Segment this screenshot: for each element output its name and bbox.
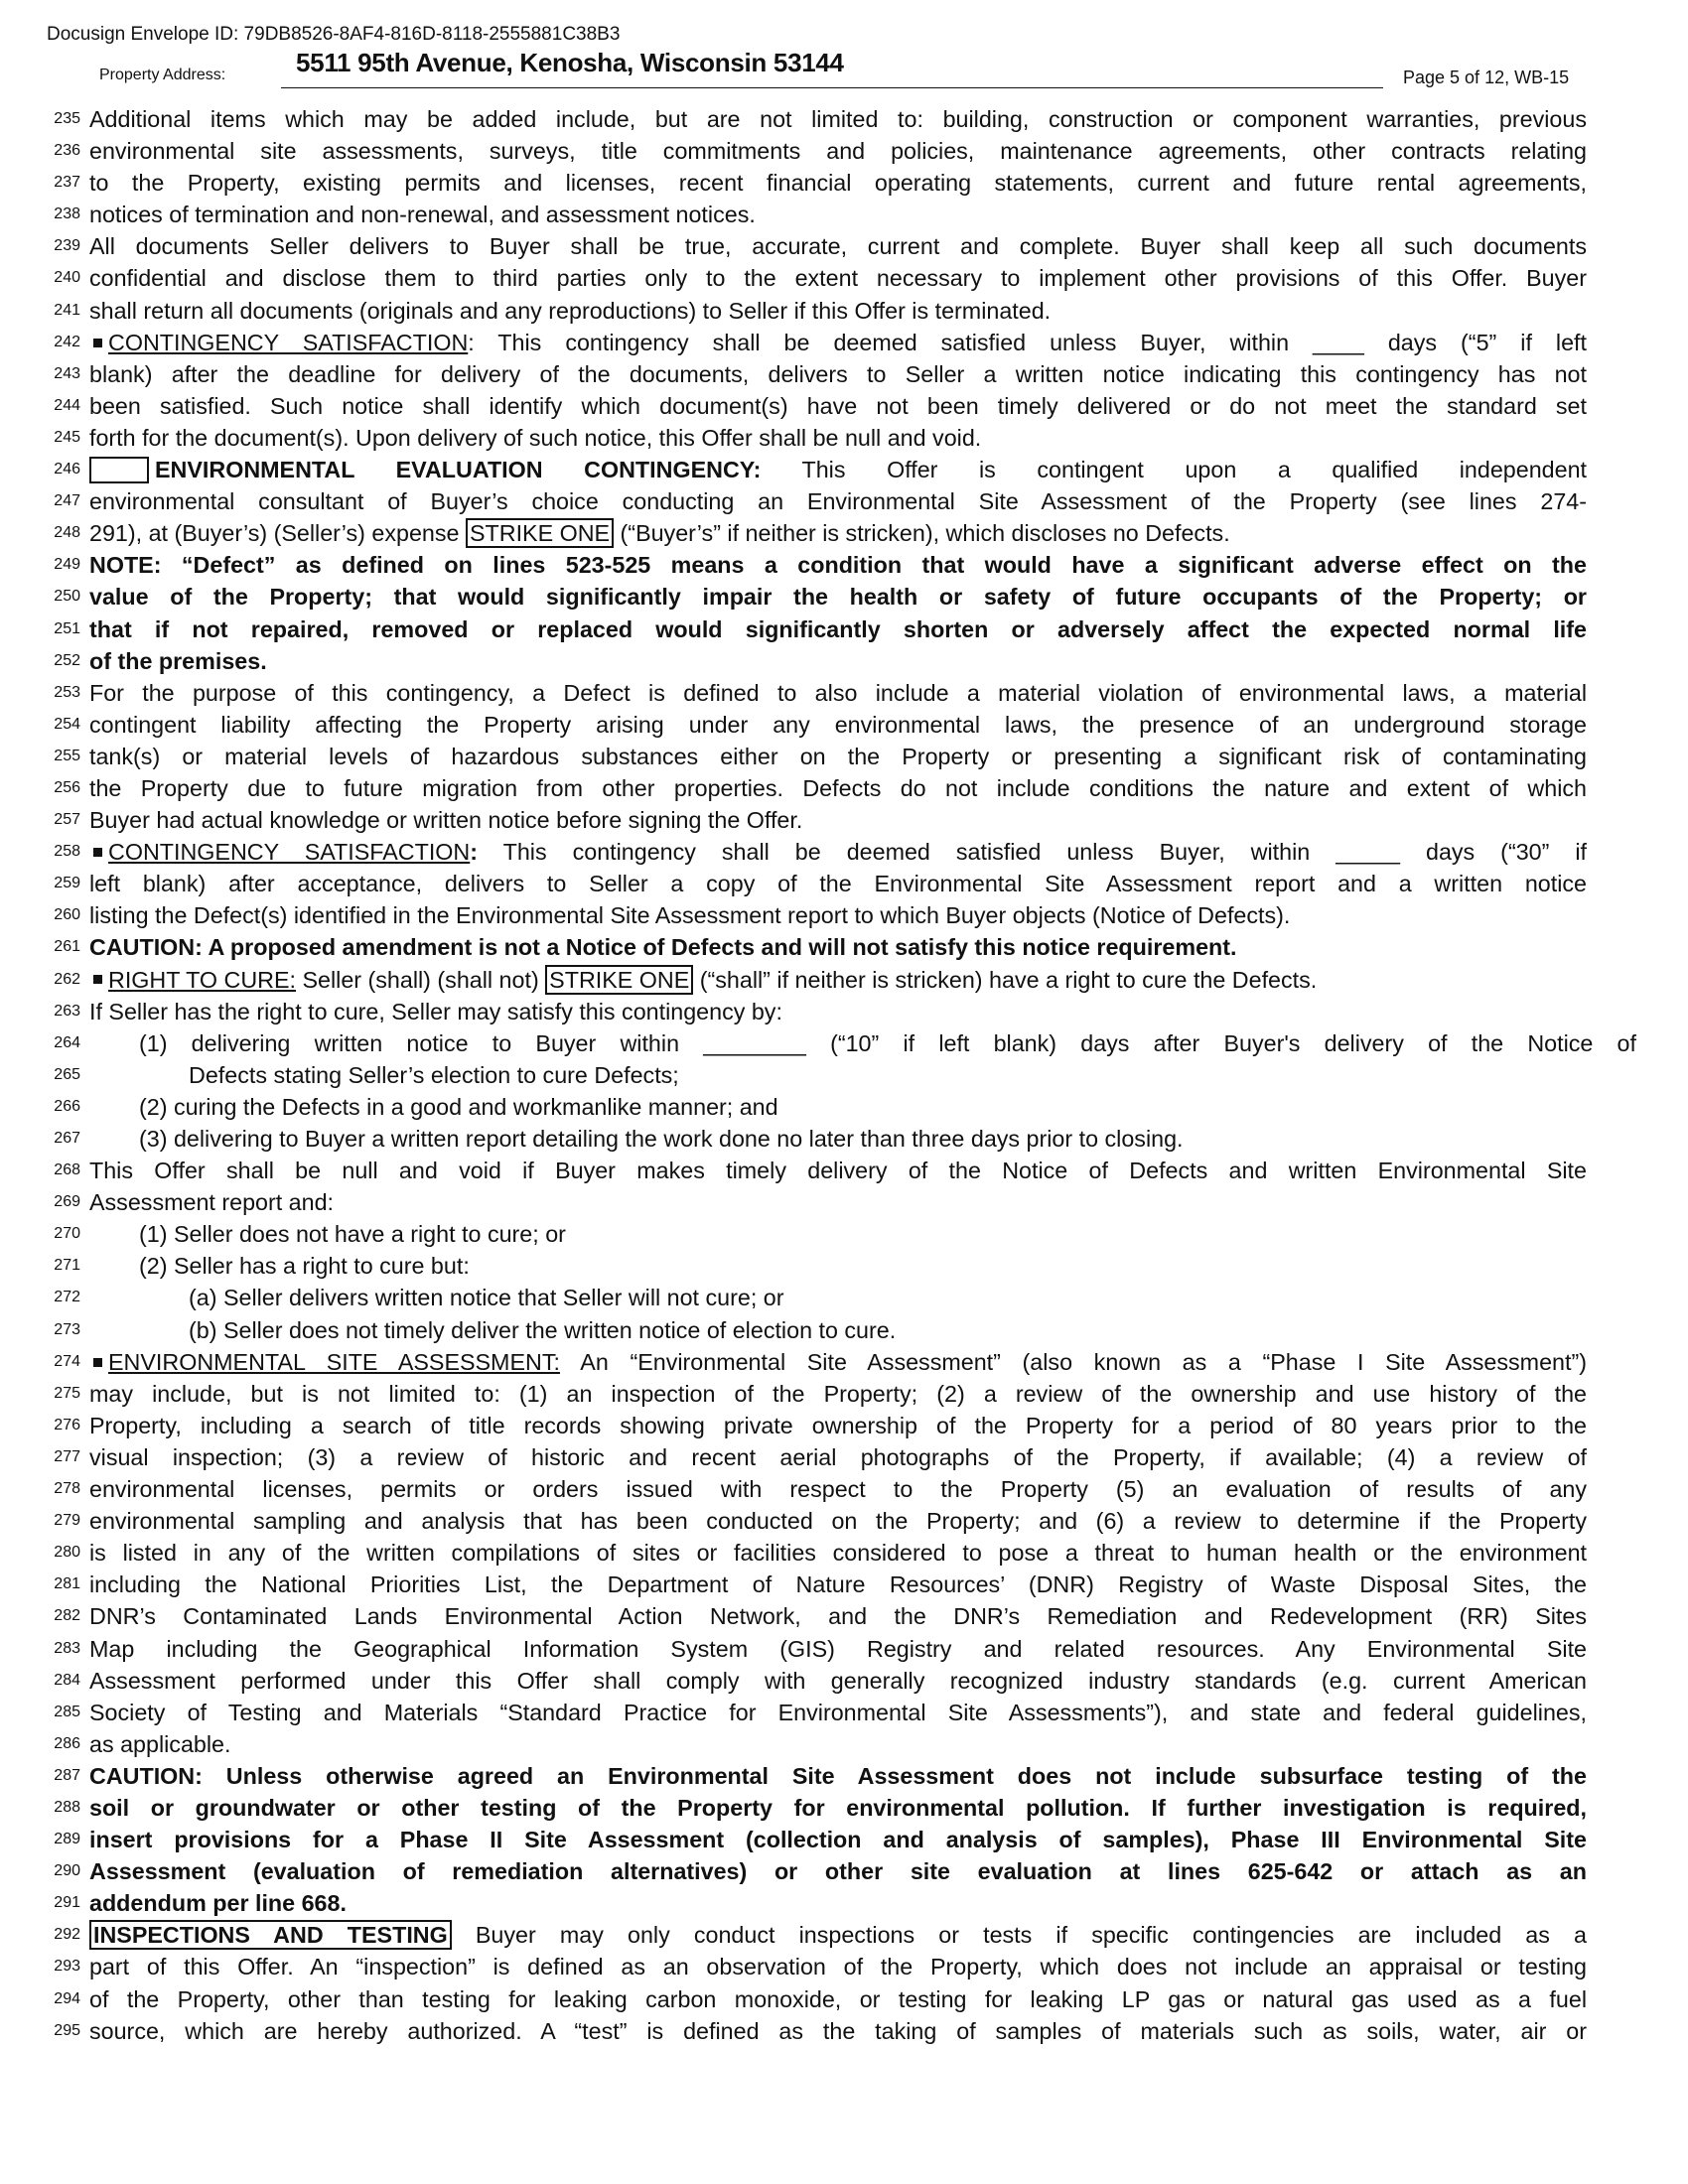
line-number: 282	[54, 1607, 80, 1625]
line-text	[89, 517, 1587, 549]
text-run: environmental sampling and analysis that has been conducted on the Property; and (6) a review to determine if the Property	[89, 1508, 1587, 1535]
document-line	[0, 1792, 1688, 1824]
line-text	[89, 677, 1587, 709]
document-line	[0, 230, 1688, 262]
text-run: visual inspection; (3) a review of historic and recent aerial photographs of the Property, if available; (4) a review of	[89, 1443, 1587, 1470]
document-line	[0, 1919, 1688, 1951]
line-text	[89, 167, 1587, 199]
text-run: 291), at (Buyer’s) (Seller’s) expense	[89, 520, 466, 547]
line-text	[89, 1378, 1587, 1410]
text-run: Assessment (evaluation of remediation alternatives) or other site evaluation at lines 625-642 or attach as an	[89, 1858, 1587, 1885]
document-line	[0, 645, 1688, 677]
document-line	[0, 996, 1688, 1027]
section-heading: RIGHT TO CURE:	[108, 966, 296, 993]
document-line	[0, 1346, 1688, 1378]
page-number: Page 5 of 12, WB-15	[1403, 68, 1570, 87]
document-line	[0, 199, 1688, 230]
line-number: 278	[54, 1480, 80, 1498]
line-number: 290	[54, 1862, 80, 1880]
line-text	[89, 1537, 1587, 1569]
line-number: 280	[54, 1544, 80, 1562]
text-run: Additional items which may be added include, but are not limited to: building, construction or component warranties, previous	[89, 106, 1587, 132]
document-line	[0, 1855, 1688, 1887]
document-line	[0, 1091, 1688, 1123]
line-number: 256	[54, 778, 80, 796]
text-run: environmental site assessments, surveys, title commitments and policies, maintenance agreements, other contracts relating	[89, 138, 1587, 165]
line-text	[89, 103, 1587, 135]
line-text	[89, 390, 1587, 422]
document-line	[0, 1887, 1688, 1919]
line-text	[89, 1728, 1587, 1760]
document-line	[0, 868, 1688, 899]
document-line	[0, 1027, 1688, 1059]
document-line	[0, 327, 1688, 358]
line-text	[89, 836, 1587, 868]
document-line	[0, 1314, 1688, 1346]
line-number: 252	[54, 651, 80, 669]
text-run: forth for the document(s). Upon delivery of such notice, this Offer shall be null and void.	[89, 424, 982, 451]
line-number: 263	[54, 1002, 80, 1020]
document-line	[0, 931, 1688, 963]
text-run: All documents Seller delivers to Buyer shall be true, accurate, current and complete. Buyer shall keep all such documents	[89, 233, 1587, 260]
line-text	[89, 1410, 1587, 1441]
bullet-square-icon	[93, 339, 102, 347]
line-text	[89, 199, 1587, 230]
line-number: 273	[54, 1320, 80, 1338]
line-number: 272	[54, 1289, 80, 1306]
line-text	[89, 1059, 1686, 1091]
text-run: of the Property, other than testing for leaking carbon monoxide, or testing for leaking LP gas or natural gas used as a fuel	[89, 1985, 1587, 2012]
document-line	[0, 836, 1688, 868]
text-run: Seller (shall) (shall not)	[296, 966, 546, 993]
line-number: 251	[54, 619, 80, 637]
line-number: 285	[54, 1703, 80, 1720]
line-number: 268	[54, 1161, 80, 1179]
section-heading: ENVIRONMENTAL SITE ASSESSMENT:	[108, 1348, 560, 1375]
document-line	[0, 677, 1688, 709]
document-line	[0, 103, 1688, 135]
line-number: 240	[54, 269, 80, 287]
text-run: addendum per line 668.	[89, 1890, 347, 1917]
document-line	[0, 167, 1688, 199]
document-line	[0, 1697, 1688, 1728]
text-run: An “Environmental Site Assessment” (also known as a “Phase I Site Assessment”)	[559, 1348, 1587, 1375]
document-line	[0, 1537, 1688, 1569]
text-run: NOTE: “Defect” as defined on lines 523-525 means a condition that would have a significant adverse effect on the	[89, 552, 1587, 579]
text-run: (“shall” if neither is stricken) have a right to cure the Defects.	[693, 966, 1318, 993]
line-text	[89, 1792, 1587, 1824]
text-run: to the Property, existing permits and licenses, recent financial operating statements, current and future rental agreements,	[89, 170, 1587, 197]
line-number: 275	[54, 1384, 80, 1402]
line-number: 271	[54, 1257, 80, 1275]
line-text	[89, 1505, 1587, 1537]
line-number: 267	[54, 1130, 80, 1147]
text-run: tank(s) or material levels of hazardous substances either on the Property or presenting a significant risk of contaminating	[89, 743, 1587, 769]
text-run: been satisfied. Such notice shall identify which document(s) have not been timely delivered or do not meet the standard set	[89, 392, 1587, 419]
section-heading: CONTINGENCY SATISFACTION	[108, 839, 471, 866]
line-text	[89, 804, 1587, 836]
line-number: 259	[54, 875, 80, 892]
document-line	[0, 1250, 1688, 1282]
line-number: 258	[54, 843, 80, 861]
text-run: (2) Seller has a right to cure but:	[139, 1253, 470, 1280]
line-text	[89, 2015, 1587, 2047]
text-run: blank) after the deadline for delivery of the documents, delivers to Seller a written notice indicating this contingency has not	[89, 360, 1587, 387]
document-line	[0, 1824, 1688, 1855]
line-text	[89, 295, 1587, 327]
line-text	[89, 931, 1587, 963]
document-line	[0, 549, 1688, 581]
address-underline	[281, 87, 1383, 88]
line-number: 253	[54, 683, 80, 701]
line-number: 254	[54, 715, 80, 733]
text-run: listing the Defect(s) identified in the Environmental Site Assessment report to which Buyer objects (Notice of Defects).	[89, 902, 1291, 929]
line-number: 238	[54, 205, 80, 223]
line-number: 246	[54, 461, 80, 478]
line-text	[89, 1824, 1587, 1855]
property-address-label: Property Address:	[99, 67, 226, 83]
line-number: 269	[54, 1193, 80, 1211]
line-text	[89, 1123, 1636, 1155]
text-run: confidential and disclose them to third parties only to the extent necessary to implement other provisions of this Offer. Buyer	[89, 265, 1587, 292]
document-line	[0, 1983, 1688, 2015]
text-run: CAUTION: Unless otherwise agreed an Environmental Site Assessment does not include subsurface testing of the	[89, 1762, 1587, 1789]
line-text	[89, 1697, 1587, 1728]
text-run: CAUTION: A proposed amendment is not a Notice of Defects and will not satisfy this notice requirement.	[89, 934, 1237, 961]
line-number: 287	[54, 1766, 80, 1784]
line-text	[89, 1887, 1587, 1919]
document-line	[0, 422, 1688, 454]
line-text	[89, 614, 1587, 645]
section-heading: CONTINGENCY SATISFACTION	[108, 329, 469, 355]
line-text	[89, 1919, 1587, 1951]
text-run: environmental licenses, permits or orders issued with respect to the Property (5) an evaluation of results of any	[89, 1476, 1587, 1503]
text-run: Defects stating Seller’s election to cure Defects;	[189, 1061, 679, 1088]
document-line	[0, 1760, 1688, 1792]
bullet-square-icon	[93, 1358, 102, 1367]
line-number: 288	[54, 1798, 80, 1816]
text-run: ENVIRONMENTAL EVALUATION CONTINGENCY:	[155, 457, 762, 483]
line-number: 284	[54, 1671, 80, 1689]
line-text	[89, 1282, 1686, 1313]
boxed-label: INSPECTIONS AND TESTING	[89, 1920, 452, 1950]
line-number: 248	[54, 524, 80, 542]
line-number: 291	[54, 1894, 80, 1912]
line-text	[89, 581, 1587, 613]
document-line	[0, 1441, 1688, 1473]
document-line	[0, 1218, 1688, 1250]
bullet-square-icon	[93, 848, 102, 857]
document-line	[0, 1378, 1688, 1410]
line-number: 281	[54, 1575, 80, 1593]
line-text	[89, 1314, 1686, 1346]
line-text	[89, 358, 1587, 390]
contingency-checkbox[interactable]	[89, 457, 149, 483]
property-address-value: 5511 95th Avenue, Kenosha, Wisconsin 53144	[296, 48, 844, 77]
line-text	[89, 1027, 1636, 1059]
text-run: This Offer is contingent upon a qualified independent	[761, 457, 1588, 483]
document-line	[0, 581, 1688, 613]
line-number: 264	[54, 1033, 80, 1051]
line-number: 245	[54, 428, 80, 446]
line-number: 260	[54, 906, 80, 924]
line-number: 255	[54, 747, 80, 764]
text-run: :	[470, 839, 479, 866]
text-run: as applicable.	[89, 1730, 231, 1757]
line-number: 279	[54, 1512, 80, 1530]
document-line	[0, 741, 1688, 772]
document-line	[0, 1600, 1688, 1632]
text-run: Society of Testing and Materials “Standard Practice for Environmental Site Assessments”), and state and federal guidelines,	[89, 1699, 1587, 1725]
document-line	[0, 1473, 1688, 1505]
text-run: (“Buyer’s” if neither is stricken), which discloses no Defects.	[614, 520, 1230, 547]
text-run: (3) delivering to Buyer a written report detailing the work done no later than three days prior to closing.	[139, 1126, 1184, 1152]
line-text	[89, 1155, 1587, 1186]
text-run: that if not repaired, removed or replaced would significantly shorten or adversely affect the expected normal life	[89, 615, 1587, 642]
line-number: 244	[54, 396, 80, 414]
line-text	[89, 1951, 1587, 1982]
line-text	[89, 645, 1587, 677]
line-number: 242	[54, 333, 80, 350]
line-text	[89, 454, 1587, 485]
line-number: 237	[54, 174, 80, 192]
text-run: Property, including a search of title records showing private ownership of the Property for a period of 80 years prior to the	[89, 1412, 1587, 1438]
line-number: 247	[54, 492, 80, 510]
line-number: 249	[54, 556, 80, 574]
text-run: insert provisions for a Phase II Site Assessment (collection and analysis of samples), Phase III Environmental Site	[89, 1827, 1587, 1853]
text-run: environmental consultant of Buyer’s choice conducting an Environmental Site Assessment of the Property (see lines 274-	[89, 488, 1587, 515]
document-line	[0, 1059, 1688, 1091]
line-text	[89, 1600, 1587, 1632]
text-run: may include, but is not limited to: (1) an inspection of the Property; (2) a review of the ownership and use history of the	[89, 1380, 1587, 1407]
text-run: including the National Priorities List, the Department of Nature Resources’ (DNR) Registry of Waste Disposal Sites, the	[89, 1571, 1587, 1598]
document-line	[0, 1569, 1688, 1600]
text-run: source, which are hereby authorized. A “test” is defined as the taking of samples of materials such as soils, water, air or	[89, 2017, 1587, 2044]
line-number: 265	[54, 1065, 80, 1083]
text-run: (b) Seller does not timely deliver the written notice of election to cure.	[189, 1316, 897, 1343]
line-text	[89, 1569, 1587, 1600]
text-run: This Offer shall be null and void if Buyer makes timely delivery of the Notice of Defects and written Environmental Site	[89, 1158, 1587, 1184]
line-text	[89, 549, 1587, 581]
document-line	[0, 1282, 1688, 1313]
text-run: (2) curing the Defects in a good and workmanlike manner; and	[139, 1093, 778, 1120]
document-line	[0, 454, 1688, 485]
line-number: 289	[54, 1831, 80, 1848]
document-line	[0, 262, 1688, 294]
document-line	[0, 485, 1688, 517]
line-number: 292	[54, 1926, 80, 1944]
document-line	[0, 1123, 1688, 1155]
line-text	[89, 1473, 1587, 1505]
text-run: is listed in any of the written compilations of sites or facilities considered to pose a threat to human health or the environment	[89, 1540, 1587, 1567]
document-line	[0, 135, 1688, 167]
text-run: Assessment performed under this Offer shall comply with generally recognized industry standards (e.g. current American	[89, 1667, 1587, 1694]
text-run: (1) Seller does not have a right to cure; or	[139, 1221, 566, 1248]
line-text	[89, 868, 1587, 899]
text-run: part of this Offer. An “inspection” is defined as an observation of the Property, which does not include an appraisal or testing	[89, 1954, 1587, 1980]
document-line	[0, 2015, 1688, 2047]
line-text	[89, 964, 1587, 996]
text-run: This contingency shall be deemed satisfied unless Buyer, within _____ days (“30” if	[478, 839, 1588, 866]
text-run: shall return all documents (originals and any reproductions) to Seller if this Offer is terminated.	[89, 297, 1052, 324]
line-text	[89, 1346, 1587, 1378]
text-run: DNR’s Contaminated Lands Environmental Action Network, and the DNR’s Remediation and Redevelopment (RR) Sites	[89, 1603, 1587, 1630]
line-text	[89, 422, 1587, 454]
line-text	[89, 135, 1587, 167]
line-text	[89, 1665, 1587, 1697]
line-number: 236	[54, 142, 80, 160]
line-number: 250	[54, 588, 80, 606]
text-run: (a) Seller delivers written notice that Seller will not cure; or	[189, 1285, 784, 1311]
document-line	[0, 1665, 1688, 1697]
line-number: 235	[54, 110, 80, 127]
text-run: Map including the Geographical Information System (GIS) Registry and related resources. Any Environmental Site	[89, 1635, 1587, 1662]
line-number: 239	[54, 237, 80, 255]
text-run: Buyer had actual knowledge or written notice before signing the Offer.	[89, 807, 803, 834]
document-line	[0, 1410, 1688, 1441]
document-line	[0, 1505, 1688, 1537]
document-line	[0, 1728, 1688, 1760]
document-line	[0, 358, 1688, 390]
boxed-label: STRIKE ONE	[545, 965, 693, 995]
line-text	[89, 1633, 1587, 1665]
text-run: value of the Property; that would significantly impair the health or safety of future occupants of the Property; or	[89, 584, 1587, 611]
text-run: (1) delivering written notice to Buyer within ________ (“10” if left blank) days after Buyer's delivery of the Notice of	[139, 1029, 1636, 1056]
line-number: 241	[54, 301, 80, 319]
line-number: 266	[54, 1097, 80, 1115]
line-text	[89, 230, 1587, 262]
line-text	[89, 1186, 1587, 1218]
document-line	[0, 899, 1688, 931]
line-number: 277	[54, 1447, 80, 1465]
line-number: 243	[54, 364, 80, 382]
line-text	[89, 262, 1587, 294]
text-run: of the premises.	[89, 647, 267, 674]
line-number: 294	[54, 1989, 80, 2007]
document-line	[0, 964, 1688, 996]
line-number: 270	[54, 1225, 80, 1243]
line-number: 286	[54, 1734, 80, 1752]
text-run: the Property due to future migration from other properties. Defects do not include conditions the nature and extent of which	[89, 774, 1587, 801]
line-text	[89, 327, 1587, 358]
document-line	[0, 390, 1688, 422]
document-body	[0, 103, 1688, 2047]
line-text	[89, 772, 1587, 804]
line-text	[89, 709, 1587, 741]
line-text	[89, 1250, 1636, 1282]
document-line	[0, 804, 1688, 836]
line-text	[89, 1983, 1587, 2015]
line-number: 274	[54, 1352, 80, 1370]
document-line	[0, 517, 1688, 549]
text-run: soil or groundwater or other testing of the Property for environmental pollution. If further investigation is required,	[89, 1794, 1587, 1821]
text-run: notices of termination and non-renewal, and assessment notices.	[89, 202, 756, 228]
boxed-label: STRIKE ONE	[466, 518, 614, 548]
text-run: For the purpose of this contingency, a Defect is defined to also include a material violation of environmental laws, a material	[89, 679, 1587, 706]
bullet-square-icon	[93, 975, 102, 984]
line-text	[89, 899, 1587, 931]
text-run: If Seller has the right to cure, Seller may satisfy this contingency by:	[89, 998, 782, 1024]
envelope-id: Docusign Envelope ID: 79DB8526-8AF4-816D-8118-2555881C38B3	[47, 24, 621, 45]
document-line	[0, 709, 1688, 741]
document-line	[0, 295, 1688, 327]
text-run: Assessment report and:	[89, 1189, 335, 1216]
line-text	[89, 1218, 1636, 1250]
line-text	[89, 1441, 1587, 1473]
line-number: 293	[54, 1958, 80, 1976]
document-line	[0, 1633, 1688, 1665]
document-line	[0, 772, 1688, 804]
line-text	[89, 485, 1587, 517]
line-number: 295	[54, 2021, 80, 2039]
line-number: 283	[54, 1639, 80, 1657]
text-run: : This contingency shall be deemed satisfied unless Buyer, within ____ days (“5” if left	[468, 329, 1587, 355]
line-number: 261	[54, 938, 80, 956]
line-text	[89, 1855, 1587, 1887]
document-line	[0, 1951, 1688, 1982]
text-run: Buyer may only conduct inspections or tests if specific contingencies are included as a	[451, 1922, 1587, 1949]
line-text	[89, 1760, 1587, 1792]
document-line	[0, 1186, 1688, 1218]
text-run: contingent liability affecting the Property arising under any environmental laws, the presence of an underground storage	[89, 711, 1587, 738]
line-text	[89, 1091, 1636, 1123]
document-line	[0, 614, 1688, 645]
document-line	[0, 1155, 1688, 1186]
line-number: 262	[54, 970, 80, 988]
line-text	[89, 996, 1587, 1027]
line-number: 257	[54, 811, 80, 829]
text-run: left blank) after acceptance, delivers to Seller a copy of the Environmental Site Assessment report and a written notice	[89, 871, 1587, 897]
line-number: 276	[54, 1416, 80, 1433]
line-text	[89, 741, 1587, 772]
